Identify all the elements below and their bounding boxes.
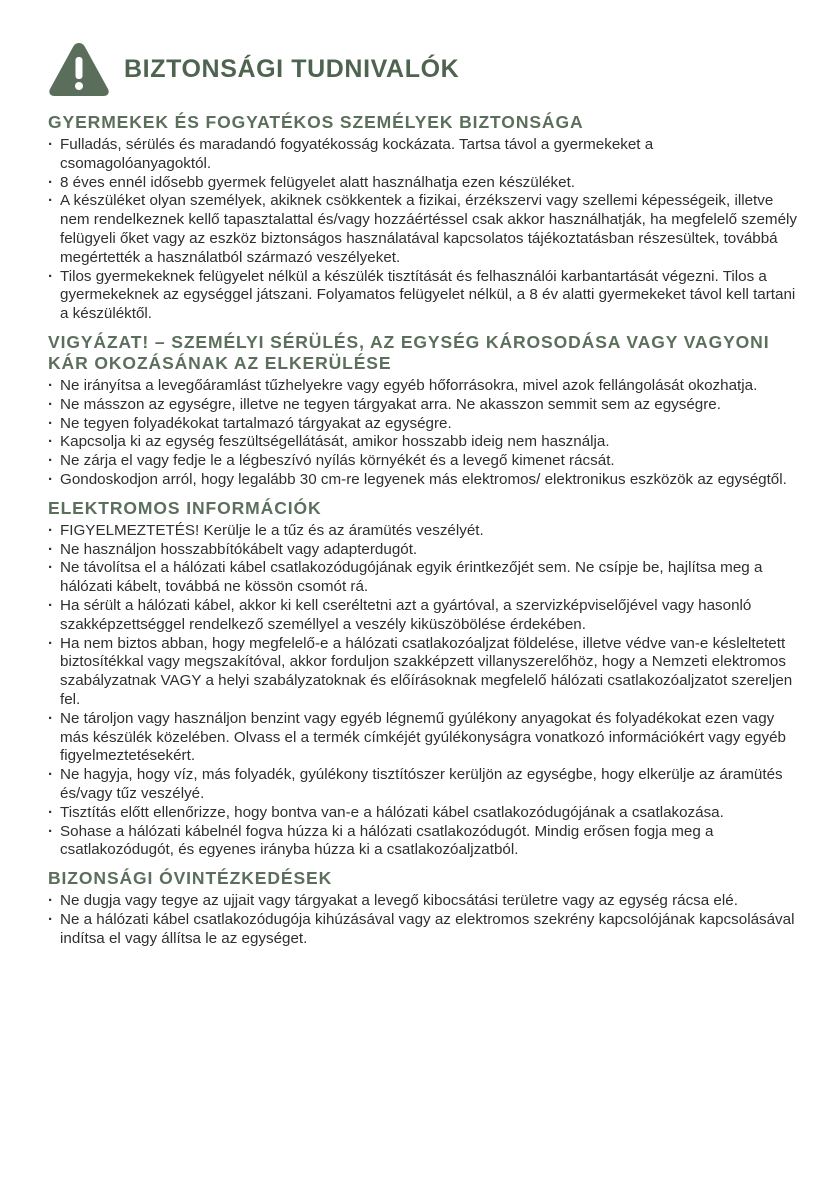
list-item: · A készüléket olyan személyek, akiknek csökkentek a fizikai, érzékszervi vagy szellemi képességeik, illetve nem rendelkeznek kellő tapasztalattal és/vagy hozzáértéssel csak akkor használhatják, ha megfelelő személy felügyeli őket vagy az eszköz biztonságos használatával kapcsolatos tájékoztatásban részesültek, továbbá megértették a használatból származó veszélyeket.	[48, 192, 799, 267]
list-item: · Tisztítás előtt ellenőrizze, hogy bontva van-e a hálózati kábel csatlakozódugójának a csatlakozása.	[48, 804, 799, 823]
list-item: · Fulladás, sérülés és maradandó fogyatékosság kockázata. Tartsa távol a gyermekeket a csomagolóanyagoktól.	[48, 136, 799, 174]
section-precautions	[48, 868, 799, 948]
list-item: · Ne hagyja, hogy víz, más folyadék, gyúlékony tisztítószer kerüljön az egységbe, hogy elkerülje az áramütés és/vagy tűz veszélyé.	[48, 766, 799, 804]
list-item: · Gondoskodjon arról, hogy legalább 30 cm-re legyenek más elektromos/ elektronikus eszközök az egységtől.	[48, 471, 799, 490]
list-item: · Ha sérült a hálózati kábel, akkor ki kell cseréltetni azt a gyártóval, a szervizképviselőjével vagy hasonló szakképzettséggel rendelkező személlyel a veszély kiküszöbölése érdekében.	[48, 597, 799, 635]
list-item: · FIGYELMEZTETÉS! Kerülje le a tűz és az áramütés veszélyét.	[48, 522, 799, 541]
section-caution	[48, 332, 799, 490]
section-title: BIZONSÁGI ÓVINTÉZKEDÉSEK	[48, 868, 333, 889]
list-item: · 8 éves ennél idősebb gyermek felügyelet alatt használhatja ezen készüléket.	[48, 174, 799, 193]
page-title: BIZTONSÁGI TUDNIVALÓK	[124, 54, 460, 83]
section-electrical	[48, 498, 799, 860]
page-header	[48, 36, 799, 102]
list-item: · Ne tegyen folyadékokat tartalmazó tárgyakat az egységre.	[48, 415, 799, 434]
list-item: · Ne használjon hosszabbítókábelt vagy adapterdugót.	[48, 541, 799, 560]
list-item: · Tilos gyermekeknek felügyelet nélkül a készülék tisztítását és felhasználói karbantartását végezni. Tilos a gyermekeknek az egységgel játszani. Folyamatos felügyelet nélkül, a 8 év alatti gyermekeket távol kell tartani a készüléktől.	[48, 268, 799, 324]
list-item: · Ne a hálózati kábel csatlakozódugója kihúzásával vagy az elektromos szekrény kapcsolójának kapcsolásával indítsa el vagy állítsa le az egységet.	[48, 911, 799, 949]
bullet-list	[48, 377, 799, 490]
section-child-safety	[48, 112, 799, 324]
list-item: · Ne zárja el vagy fedje le a légbeszívó nyílás környékét és a levegő kimenet rácsát.	[48, 452, 799, 471]
section-title: GYERMEKEK ÉS FOGYATÉKOS SZEMÉLYEK BIZTONSÁGA	[48, 112, 584, 132]
list-item: · Ne dugja vagy tegye az ujjait vagy tárgyakat a levegő kibocsátási területre vagy az egység rácsa elé.	[48, 892, 799, 911]
list-item: · Kapcsolja ki az egység feszültségellátását, amikor hosszabb ideig nem használja.	[48, 433, 799, 452]
list-item: · Ha nem biztos abban, hogy megfelelő-e a hálózati csatlakozóaljzat földelése, illetve védve van-e késleltetett biztosítékkal vagy megszakítóval, akkor forduljon szakképzett villanyszerelőhöz, hogy a Nemzeti elektromos szabályzatnak VAGY a helyi szabályzatoknak és előírásoknak megfelelő hálózati csatlakozóaljzatot szereljen fel.	[48, 635, 799, 710]
list-item: · Ne tároljon vagy használjon benzint vagy egyéb légnemű gyúlékony anyagokat és folyadékokat ezen vagy más készülék közelében. Olvass el a termék címkéjét gyúlékonyságra vonatkozó információkért vagy egyéb figyelmeztetésekért.	[48, 710, 799, 766]
bullet-list	[48, 892, 799, 948]
list-item: · Ne másszon az egységre, illetve ne tegyen tárgyakat arra. Ne akasszon semmit sem az egységre.	[48, 396, 799, 415]
list-item: · Sohase a hálózati kábelnél fogva húzza ki a hálózati csatlakozódugót. Mindig erősen fogja meg a csatlakozódugót, és egyenes irányba húzza ki a csatlakozóaljzatból.	[48, 823, 799, 861]
bullet-list	[48, 136, 799, 324]
section-title: VIGYÁZAT! – SZEMÉLYI SÉRÜLÉS, AZ EGYSÉG KÁROSODÁSA VAGY VAGYONI KÁR OKOZÁSÁNAK AZ ELKERÜLÉSE	[48, 331, 770, 373]
section-title: ELEKTROMOS INFORMÁCIÓK	[48, 497, 322, 518]
bullet-list	[48, 522, 799, 860]
list-item: · Ne távolítsa el a hálózati kábel csatlakozódugójának egyik érintkezőjét sem. Ne csípje be, hajlítsa meg a hálózati kábelt, továbbá ne kössön csomót rá.	[48, 559, 799, 597]
list-item: · Ne irányítsa a levegőáramlást tűzhelyekre vagy egyéb hőforrásokra, mivel azok fellángolását okozhatja.	[48, 377, 799, 396]
warning-triangle-icon	[48, 41, 110, 97]
